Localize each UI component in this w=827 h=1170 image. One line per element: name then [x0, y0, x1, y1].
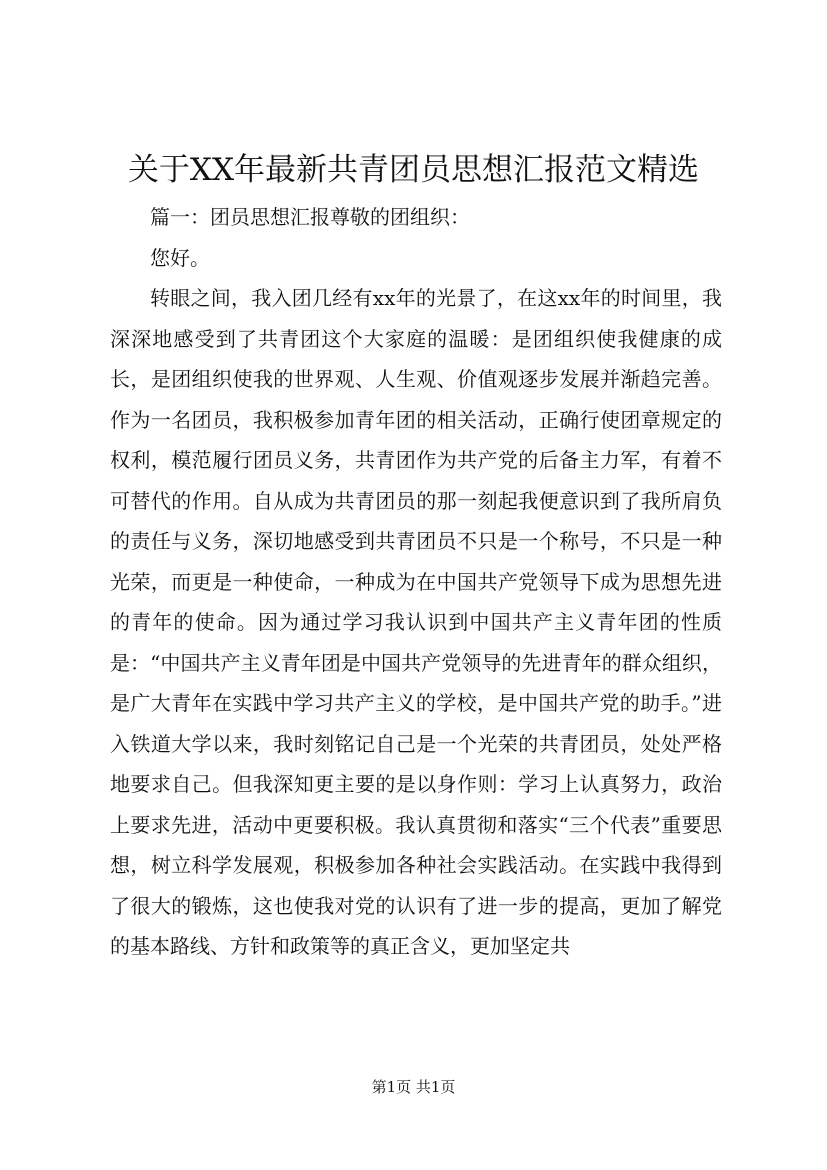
body-paragraph: 转眼之间，我入团几经有xx年的光景了，在这xx年的时间里，我深深地感受到了共青团这个大家庭的温暖：是团组织使我健康的成长，是团组织使我的世界观、人生观、价值观逐步发展并渐趋完善。作为一名团员，我积极参加青年团的相关活动，正确行使团章规定的权利，模范履行团员义务，共青团作为共产党的后备主力军，有着不可替代的作用。自从成为共青团员的那一刻起我便意识到了我所肩负的责任与义务，深切地感受到共青团员不只是一个称号，不只是一种光荣，而更是一种使命，一种成为在中国共产党领导下成为思想先进的青年的使命。因为通过学习我认识到中国共产主义青年团的性质是：“中国共产主义青年团是中国共产党领导的先进青年的群众组织，是广大青年在实践中学习共产主义的学校，是中国共产党的助手。”进入铁道大学以来，我时刻铭记自己是一个光荣的共青团员，处处严格地要求自己。但我深知更主要的是以身作则：学习上认真努力，政治上要求先进，活动中更要积极。我认真贯彻和落实“三个代表”重要思想，树立科学发展观，积极参加各种社会实践活动。在实践中我得到了很大的锻炼，这也使我对党的认识有了进一步的提高，更加了解党的基本路线、方针和政策等的真正含义，更加坚定共 — [110, 286, 722, 958]
document-title: 关于XX年最新共青团员思想汇报范文精选 — [127, 152, 700, 188]
document-body — [110, 197, 722, 967]
greeting-paragraph: 您好。 — [150, 245, 210, 270]
page-footer: 第1页 共1页 — [371, 1078, 456, 1096]
section-heading-paragraph: 篇一：团员思想汇报尊敬的团组织： — [150, 205, 470, 229]
